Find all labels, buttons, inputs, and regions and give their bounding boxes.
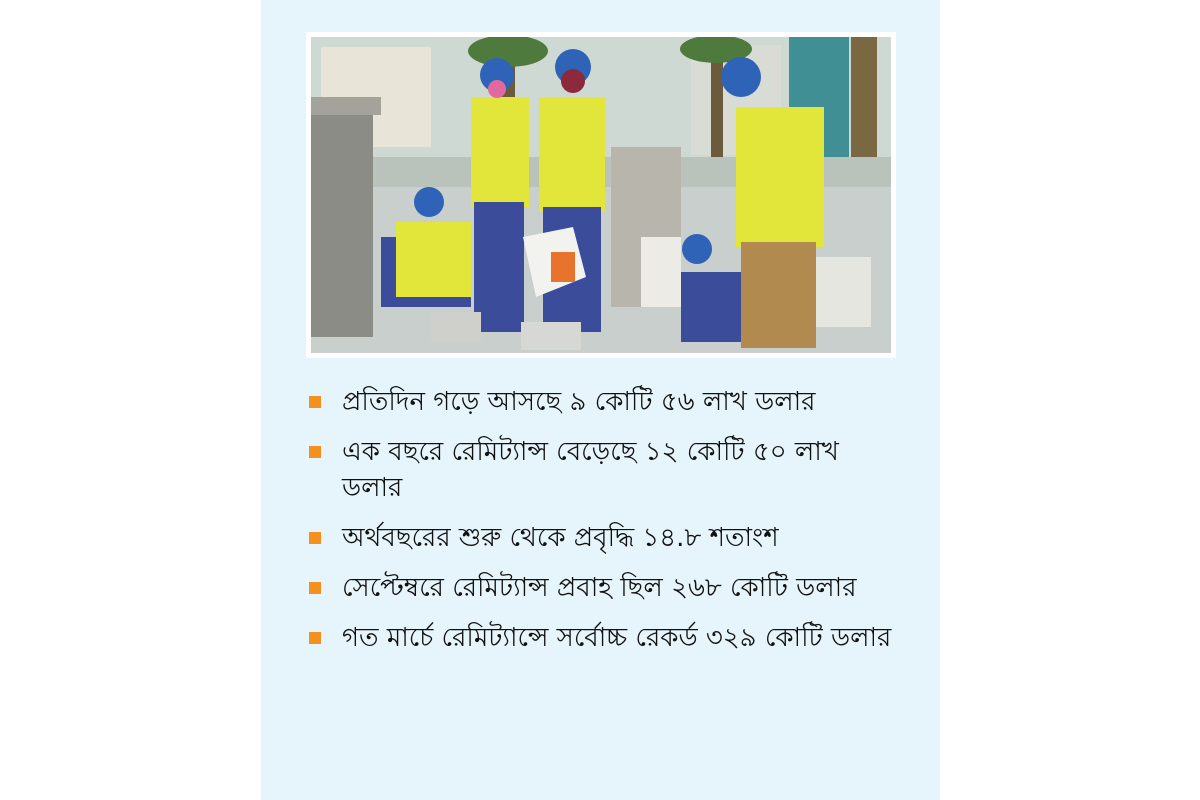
list-item-text: সেপ্টেম্বরে রেমিট্যান্স প্রবাহ ছিল ২৬৮ কোটি ডলার <box>342 573 857 603</box>
list-item <box>305 620 905 656</box>
photo-frame <box>306 32 896 358</box>
list-item <box>305 384 905 420</box>
list-item-text: গত মার্চে রেমিট্যান্সে সর্বোচ্চ রেকর্ড ৩২৯ কোটি ডলার <box>342 623 892 653</box>
list-item-text: অর্থবছরের শুরু থেকে প্রবৃদ্ধি ১৪.৮ শতাংশ <box>342 523 779 553</box>
list-item <box>305 434 905 506</box>
orange-square-bullet-icon <box>309 632 321 644</box>
orange-square-bullet-icon <box>309 446 321 458</box>
construction-workers-photo <box>311 37 891 353</box>
list-item <box>305 570 905 606</box>
list-item-text: এক বছরে রেমিট্যান্স বেড়েছে ১২ কোটি ৫০ লাখ ডলার <box>342 437 839 503</box>
list-item <box>305 520 905 556</box>
orange-square-bullet-icon <box>309 396 321 408</box>
remittance-facts-list <box>305 384 905 670</box>
orange-square-bullet-icon <box>309 532 321 544</box>
orange-square-bullet-icon <box>309 582 321 594</box>
info-panel <box>261 0 940 800</box>
list-item-text: প্রতিদিন গড়ে আসছে ৯ কোটি ৫৬ লাখ ডলার <box>342 387 816 417</box>
